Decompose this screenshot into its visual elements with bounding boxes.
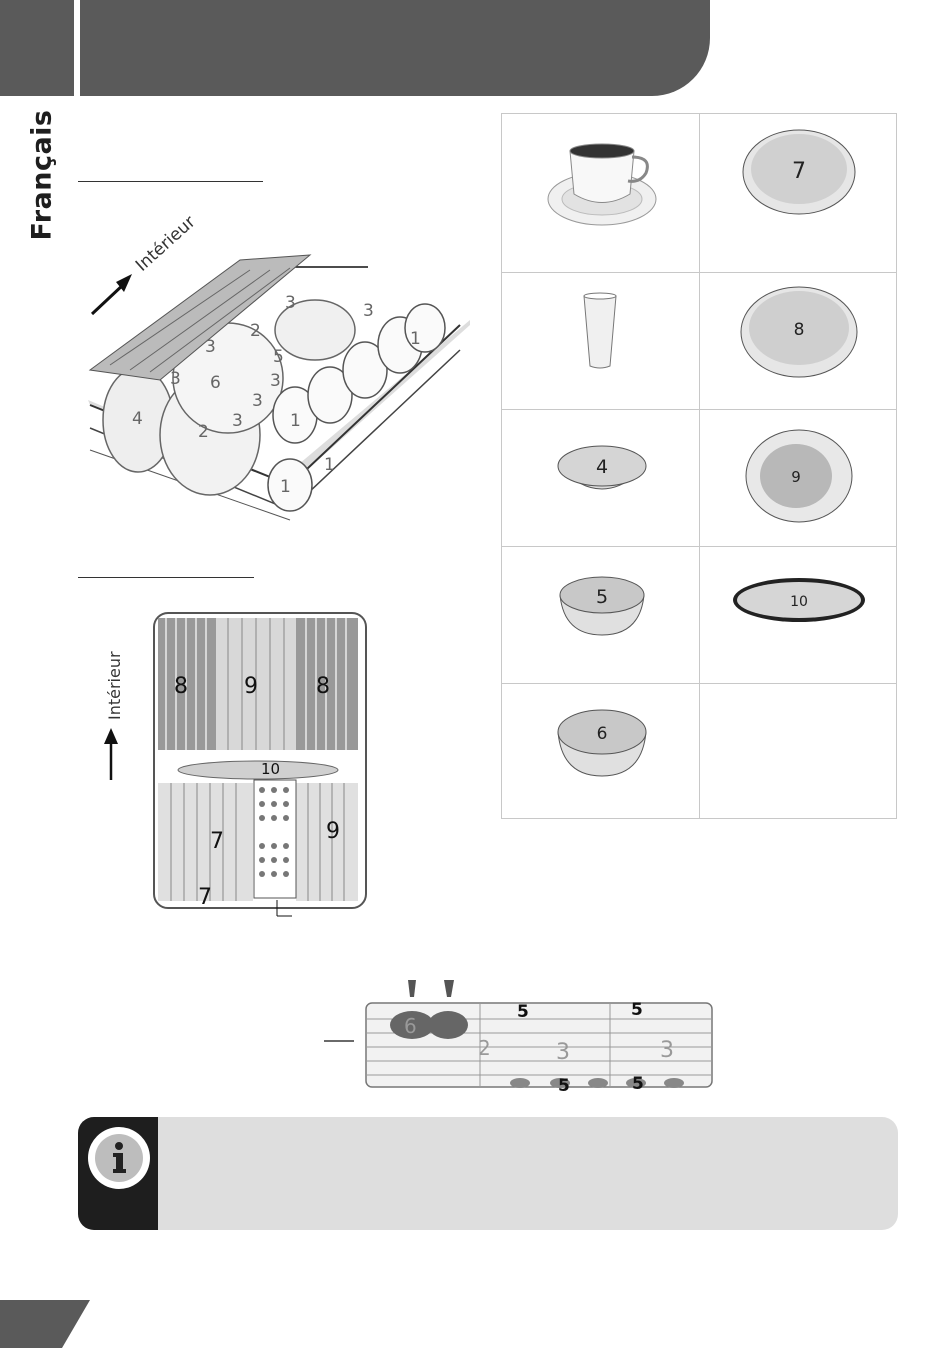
table-divider: [502, 683, 896, 684]
zone-number: 7: [198, 885, 212, 910]
tray-number: 2: [478, 1036, 491, 1060]
tray-number: 5: [558, 1076, 570, 1095]
zone-number: 9: [326, 819, 340, 844]
direction-arrow-up-icon: [104, 728, 118, 780]
tray-number: 3: [660, 1038, 674, 1063]
table-divider: [502, 272, 896, 273]
item-number: 3: [252, 391, 263, 411]
zone-number: 10: [261, 760, 281, 778]
cutlery-tray-illustration: [320, 975, 720, 1095]
direction-label: Intérieur: [105, 651, 124, 720]
section-rule-lower: [78, 577, 254, 578]
zone-number: 7: [210, 829, 224, 854]
item-number: 2: [198, 422, 209, 442]
direction-arrow-icon: [92, 274, 132, 314]
utensil-handle: [408, 980, 416, 997]
item-number: 1: [324, 455, 335, 475]
language-tab: [14, 110, 70, 240]
table-divider: [502, 546, 896, 547]
table-divider: [502, 409, 896, 410]
glass-icon: [580, 292, 620, 372]
section-rule-upper: [78, 181, 263, 182]
deep-plate-icon: [744, 426, 854, 526]
cutlery-basket: [254, 780, 296, 898]
zone-number: 8: [316, 674, 330, 699]
zone-number: 9: [244, 674, 258, 699]
dish-number: 9: [791, 468, 801, 486]
dish-number: 8: [793, 320, 805, 340]
header-banner: [80, 0, 710, 96]
item-number: 2: [250, 321, 261, 341]
item-number: 1: [280, 477, 291, 497]
item-number: 3: [170, 369, 181, 389]
item-number: 4: [132, 409, 143, 429]
zone-number: 8: [174, 674, 188, 699]
lower-basket-top-view: [96, 608, 386, 920]
tray-number: 3: [556, 1040, 570, 1065]
flat-plate-icon: [739, 124, 859, 219]
dish-number: 6: [596, 724, 608, 744]
utensil-handle: [444, 980, 454, 997]
upper-basket-illustration: [80, 200, 480, 530]
header-tab-left: [0, 0, 74, 96]
ladle-shape: [428, 1011, 468, 1039]
large-bowl-icon: [554, 704, 650, 780]
item-number: 3: [205, 337, 216, 357]
page-corner-tab: [0, 1300, 92, 1348]
item-number: 3: [232, 411, 243, 431]
bowl-icon: [554, 569, 650, 639]
oval-platter-icon: [730, 574, 868, 626]
tray-number: 6: [404, 1014, 417, 1038]
table-divider: [699, 114, 700, 818]
direction-label: Intérieur: [131, 212, 200, 276]
dessert-plate-icon: [739, 282, 859, 382]
item-number: 6: [210, 373, 221, 393]
tray-number: 5: [631, 1000, 643, 1020]
dish-number: 10: [790, 594, 808, 610]
item-number: 3: [270, 371, 281, 391]
info-icon: [86, 1125, 152, 1191]
dish-number: 5: [595, 586, 609, 608]
item-number: 1: [410, 329, 421, 349]
info-box: [78, 1117, 898, 1230]
platter-shape: [178, 761, 338, 779]
dish-legend-table: [501, 113, 897, 819]
item-number: 1: [290, 411, 301, 431]
dish-number: 4: [595, 456, 609, 478]
item-number: 3: [285, 293, 296, 313]
dish-number: 7: [792, 159, 806, 184]
cup-and-saucer-icon: [542, 139, 662, 229]
item-number: 3: [363, 301, 374, 321]
item-number: 5: [273, 347, 284, 367]
language-label: Français: [26, 109, 58, 241]
tray-number: 5: [632, 1074, 644, 1094]
tray-number: 5: [517, 1002, 529, 1022]
shallow-bowl-icon: [554, 442, 650, 502]
